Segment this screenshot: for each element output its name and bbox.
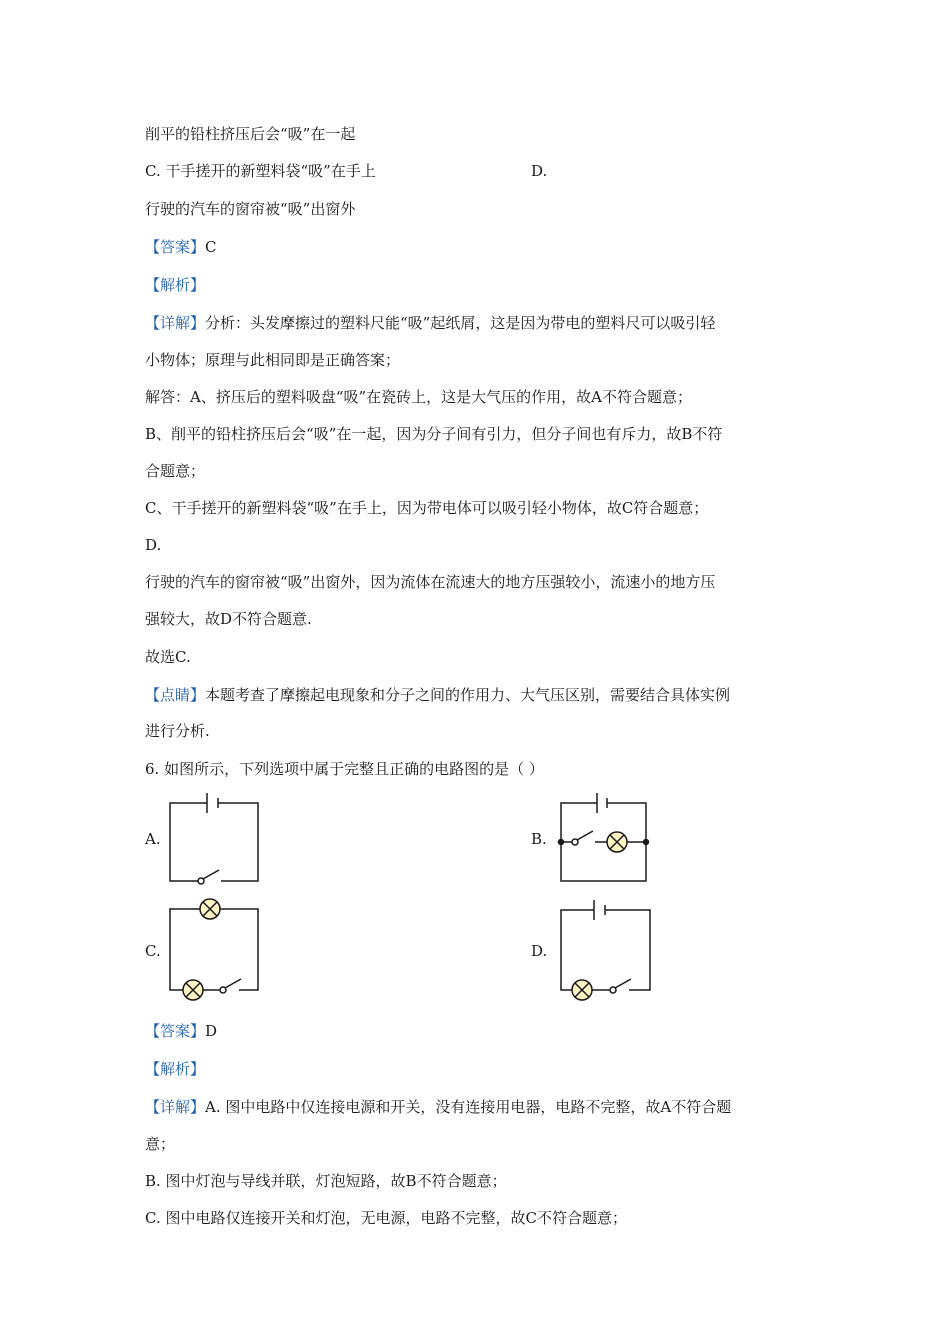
analysis-tag: 【解析】	[145, 276, 206, 294]
text-line: C. 图中电路仅连接开关和灯泡，无电源，电路不完整，故C不符合题意；	[145, 1209, 627, 1227]
detail-tag: 【详解】	[145, 1098, 206, 1116]
circuit-d-diagram	[555, 895, 660, 1005]
detail-line	[145, 313, 715, 333]
switch-blade	[615, 979, 631, 988]
junction-dot	[559, 840, 564, 845]
detail-text: 分析：头发摩擦过的塑料尺能“吸”起纸屑，这是因为带电的塑料尺可以吸引轻	[205, 314, 716, 332]
switch-blade	[577, 831, 593, 840]
text-line: 意；	[145, 1135, 176, 1153]
question-stem: 6. 如图所示，下列选项中属于完整且正确的电路图的是（ ）	[145, 760, 544, 778]
option-a-label: A.	[145, 830, 161, 848]
wire	[561, 910, 594, 990]
wire	[170, 803, 207, 881]
answer-tag: 【答案】	[145, 1022, 206, 1040]
switch-blade	[203, 870, 219, 879]
comment-tag: 【点睛】	[145, 686, 206, 704]
detail-text: A. 图中电路中仅连接电源和开关，没有连接用电器，电路不完整，故A不符合题	[205, 1098, 732, 1116]
text-line: 行驶的汽车的窗帘被“吸”出窗外	[145, 200, 356, 218]
text-line: 小物体；原理与此相同即是正确答案；	[145, 351, 401, 369]
text-line: 强较大，故D不符合题意.	[145, 610, 312, 628]
option-c-label: C.	[145, 942, 161, 960]
text-line: 解答：A、挤压后的塑料吸盘“吸”在瓷砖上，这是大气压的作用，故A不符合题意；	[145, 388, 693, 406]
text-line: B、削平的铅柱挤压后会“吸”在一起，因为分子间有引力，但分子间也有斥力，故B不符	[145, 425, 723, 443]
option-d-label: D.	[531, 942, 548, 960]
answer-line	[145, 1021, 217, 1041]
text-line: C、干手搓开的新塑料袋“吸”在手上，因为带电体可以吸引轻小物体，故C符合题意；	[145, 499, 709, 517]
answer-tag: 【答案】	[145, 238, 206, 256]
detail-line	[145, 1097, 731, 1117]
wire	[220, 909, 258, 990]
circuit-a-diagram	[160, 790, 270, 890]
answer-value: C	[205, 238, 217, 256]
text-line: 进行分析.	[145, 722, 210, 740]
text-line: 行驶的汽车的窗帘被“吸”出窗外，因为流体在流速大的地方压强较小，流速小的地方压	[145, 573, 716, 591]
wire	[605, 910, 650, 990]
wire	[170, 909, 200, 990]
option-d-label: D.	[531, 162, 548, 180]
circuit-b-diagram	[555, 790, 655, 890]
circuit-c-diagram	[160, 895, 270, 1005]
junction-dot	[644, 840, 649, 845]
answer-value: D	[205, 1022, 218, 1040]
text-line: 故选C.	[145, 648, 191, 666]
answer-line	[145, 237, 217, 257]
switch-blade	[225, 979, 241, 988]
text-line: B. 图中灯泡与导线并联，灯泡短路，故B不符合题意；	[145, 1172, 507, 1190]
analysis-tag: 【解析】	[145, 1060, 206, 1078]
wire	[218, 803, 258, 881]
option-b-label: B.	[531, 830, 547, 848]
detail-tag: 【详解】	[145, 314, 206, 332]
comment-text: 本题考查了摩擦起电现象和分子之间的作用力、大气压区别，需要结合具体实例	[205, 686, 731, 704]
comment-line	[145, 685, 730, 705]
text-line: D.	[145, 536, 162, 554]
text-line: 合题意；	[145, 462, 206, 480]
text-line: 削平的铅柱挤压后会“吸”在一起	[145, 125, 356, 143]
option-c: C. 干手搓开的新塑料袋“吸”在手上	[145, 162, 376, 180]
